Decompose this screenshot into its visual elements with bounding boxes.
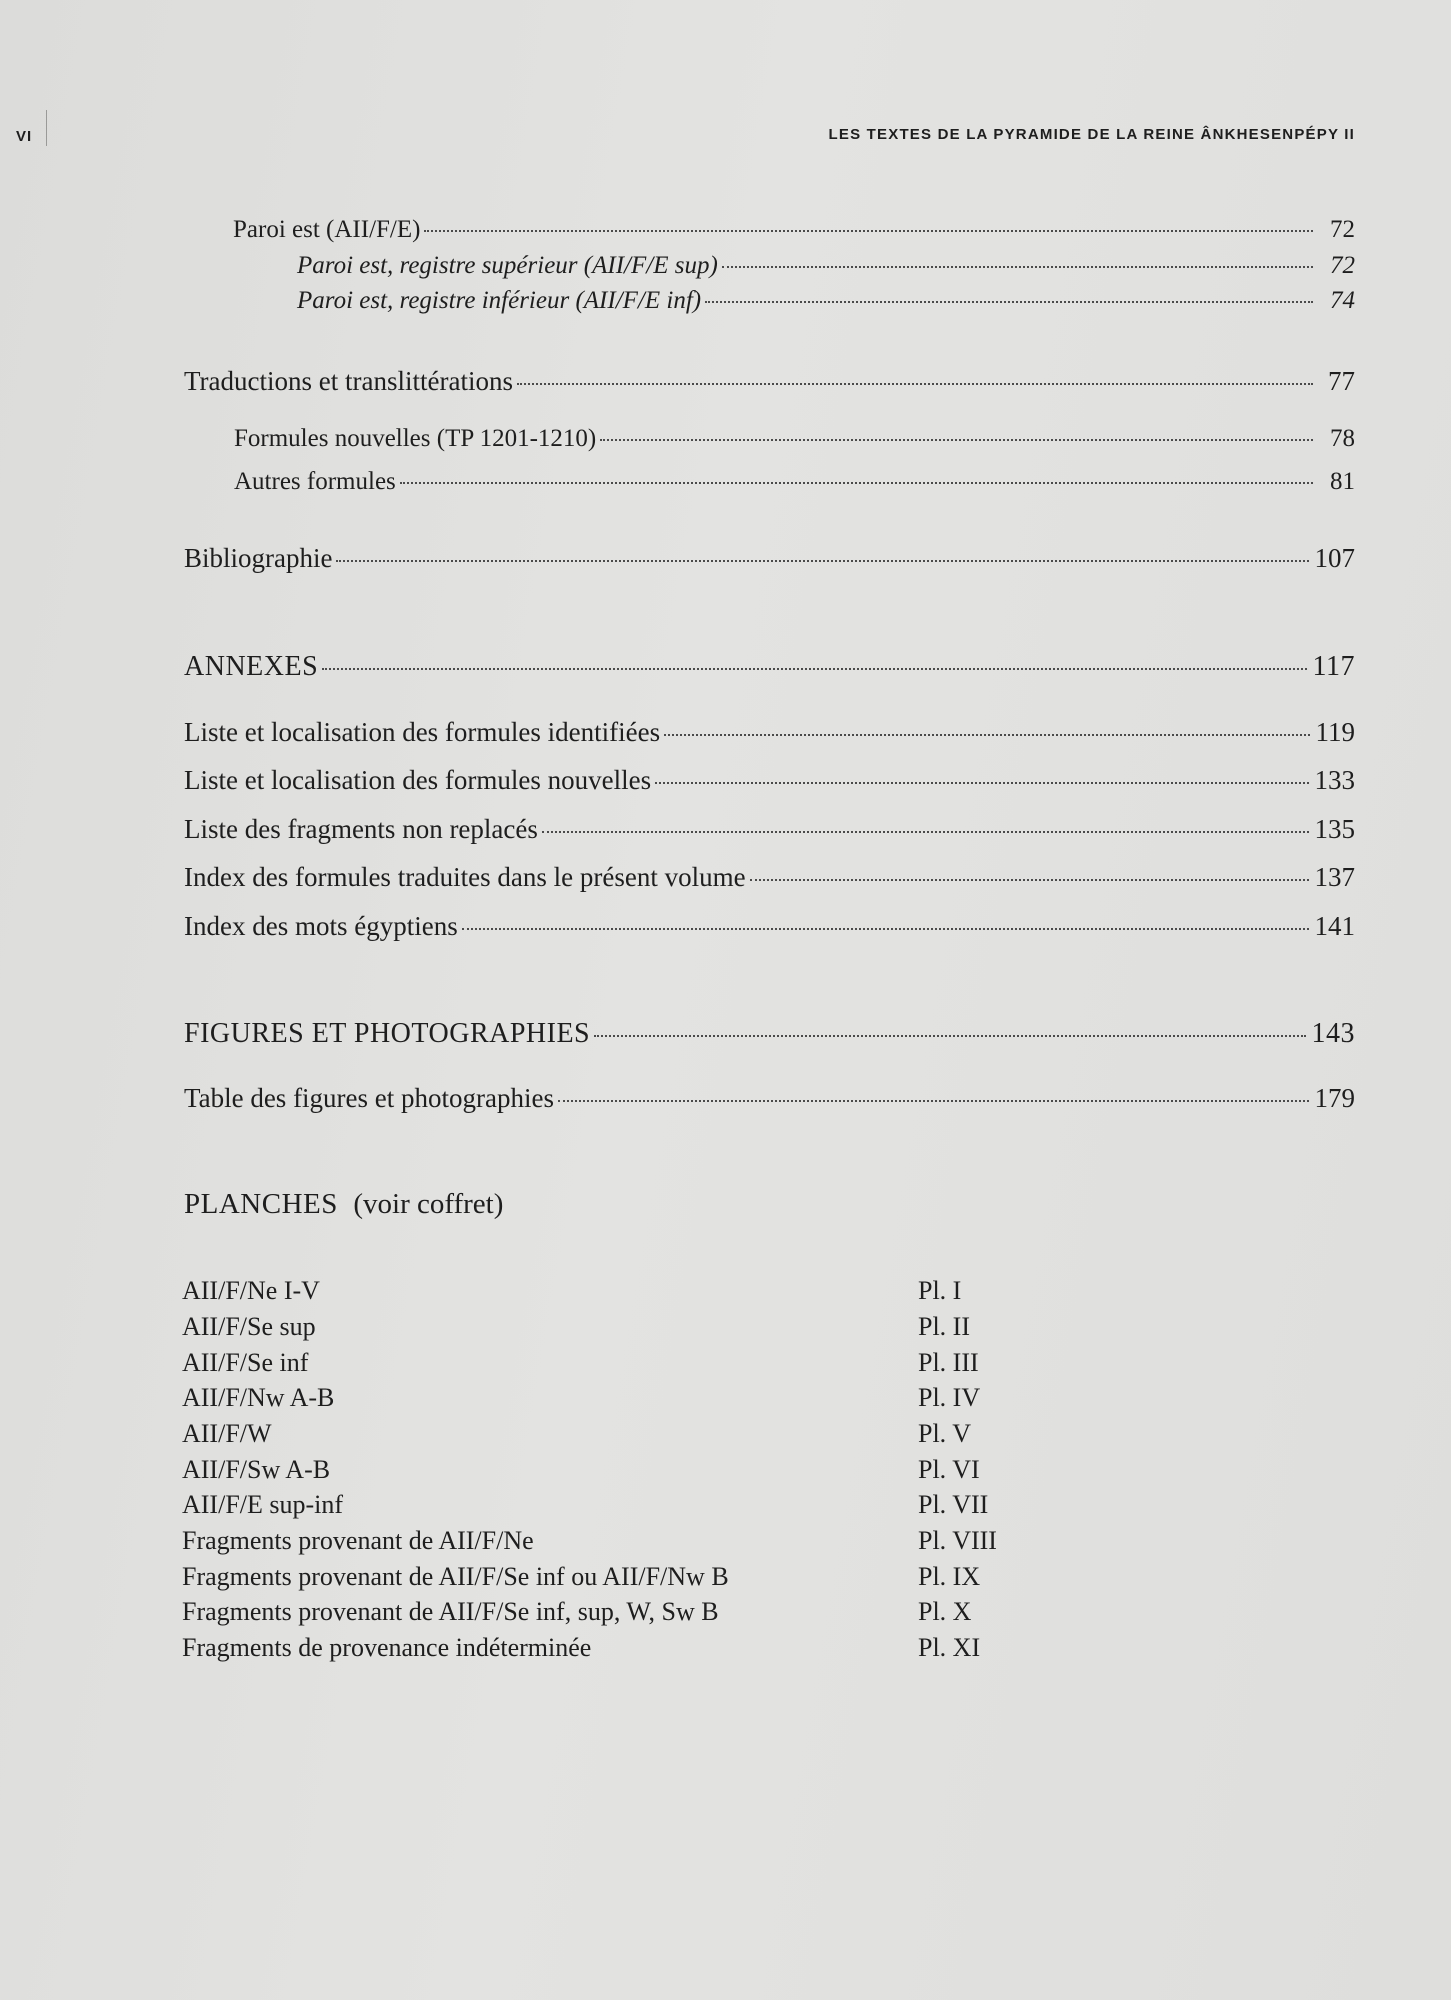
toc-entry-title: Liste des fragments non replacés <box>184 814 538 844</box>
toc-entry-title: ANNEXES <box>184 651 319 682</box>
toc-entry-title: FIGURES ET PHOTOGRAPHIES <box>184 1018 591 1049</box>
plate-label: AII/F/Se sup <box>182 1312 316 1341</box>
dot-leader <box>750 879 1309 881</box>
plates-heading <box>184 1188 503 1221</box>
toc-entry-page: 135 <box>1314 814 1355 844</box>
toc-entry <box>184 862 1355 893</box>
toc-entry-title: Bibliographie <box>184 543 333 573</box>
toc-entry-title: Autres formules <box>234 468 396 495</box>
toc-entry-page: 119 <box>1315 717 1355 747</box>
dot-leader <box>322 668 1306 670</box>
toc-entry-page: 107 <box>1314 543 1355 573</box>
plate-label: Fragments provenant de AII/F/Ne <box>182 1526 534 1555</box>
gutter-rule <box>46 110 47 146</box>
toc-entry-title: Liste et localisation des formules nouvelles <box>184 765 652 795</box>
toc-entry-page: 179 <box>1314 1083 1355 1113</box>
plate-row <box>182 1312 970 1342</box>
toc-entry-title: Paroi est (AII/F/E) <box>233 216 421 243</box>
plate-label: Fragments de provenance indéterminée <box>182 1633 592 1662</box>
plate-number: Pl. I <box>918 1276 962 1305</box>
toc-entry <box>184 543 1355 574</box>
plate-number: Pl. VII <box>918 1490 989 1519</box>
toc-entry-page: 77 <box>1328 366 1355 396</box>
plate-row <box>182 1455 980 1485</box>
dot-leader <box>655 782 1308 784</box>
toc-entry <box>184 717 1355 748</box>
dot-leader <box>462 928 1309 930</box>
plate-number: Pl. III <box>918 1348 979 1377</box>
dot-leader <box>664 734 1309 736</box>
dot-leader <box>517 383 1313 385</box>
plates-note: (voir coffret) <box>353 1188 504 1220</box>
toc-entry <box>297 252 1355 280</box>
toc-entry <box>234 468 1355 496</box>
toc-entry-page: 81 <box>1330 468 1355 495</box>
toc-entry-page: 78 <box>1330 425 1355 452</box>
plate-row <box>182 1633 981 1663</box>
plate-number: Pl. IV <box>918 1383 981 1412</box>
plate-number: Pl. VI <box>918 1455 980 1484</box>
toc-entry-title: Liste et localisation des formules identifiées <box>184 717 661 747</box>
plate-label: AII/F/Se inf <box>182 1348 309 1377</box>
plates-title: PLANCHES <box>184 1188 338 1220</box>
toc-entry-title: Traductions et translittérations <box>184 366 513 396</box>
dot-leader <box>400 482 1313 484</box>
plate-label: Fragments provenant de AII/F/Se inf, sup, W, Sw B <box>182 1597 719 1626</box>
toc-entry <box>184 651 1355 683</box>
dot-leader <box>336 560 1308 562</box>
toc-entry-page: 137 <box>1314 862 1355 892</box>
plate-label: AII/F/W <box>182 1419 272 1448</box>
toc-entry-title: Paroi est, registre inférieur (AII/F/E inf) <box>297 287 702 314</box>
toc-entry-page: 141 <box>1314 911 1355 941</box>
plate-number: Pl. X <box>918 1597 972 1626</box>
toc-entry-page: 74 <box>1330 287 1355 314</box>
plate-label: AII/F/Sw A-B <box>182 1455 331 1484</box>
dot-leader <box>558 1100 1309 1102</box>
toc-entry-page: 133 <box>1314 765 1355 795</box>
plate-row <box>182 1562 981 1592</box>
plate-label: AII/F/Nw A-B <box>182 1383 335 1412</box>
plate-label: AII/F/Ne I-V <box>182 1276 320 1305</box>
toc-entry-page: 72 <box>1330 216 1355 243</box>
plate-row <box>182 1419 971 1449</box>
plate-row <box>182 1348 979 1378</box>
plate-row <box>182 1276 962 1306</box>
plate-number: Pl. V <box>918 1419 971 1448</box>
running-title: LES TEXTES DE LA PYRAMIDE DE LA REINE ÂNKHESENPÉPY II <box>828 126 1355 143</box>
toc-entry-title: Paroi est, registre supérieur (AII/F/E sup) <box>297 252 718 279</box>
plate-label: Fragments provenant de AII/F/Se inf ou AII/F/Nw B <box>182 1562 729 1591</box>
dot-leader <box>594 1035 1305 1037</box>
dot-leader <box>542 831 1309 833</box>
plate-number: Pl. XI <box>918 1633 981 1662</box>
toc-entry-title: Table des figures et photographies <box>184 1083 554 1113</box>
toc-entry <box>184 814 1355 845</box>
toc-entry <box>184 911 1355 942</box>
plate-number: Pl. VIII <box>918 1526 997 1555</box>
toc-entry-page: 143 <box>1311 1018 1355 1049</box>
dot-leader <box>424 230 1313 232</box>
plate-number: Pl. II <box>918 1312 970 1341</box>
toc-entry <box>234 425 1355 453</box>
toc-entry <box>184 1018 1355 1050</box>
toc-entry-title: Index des formules traduites dans le présent volume <box>184 862 746 892</box>
toc-entry <box>297 287 1355 315</box>
plate-row <box>182 1526 997 1556</box>
plate-row <box>182 1597 972 1627</box>
plate-number: Pl. IX <box>918 1562 981 1591</box>
dot-leader <box>705 301 1313 303</box>
toc-entry <box>184 1083 1355 1114</box>
page-number: VI <box>16 128 33 145</box>
toc-entry-title: Index des mots égyptiens <box>184 911 458 941</box>
toc-entry <box>233 216 1355 244</box>
dot-leader <box>722 266 1313 268</box>
toc-entry-page: 72 <box>1330 252 1355 279</box>
toc-entry <box>184 765 1355 796</box>
plate-row <box>182 1490 989 1520</box>
plate-label: AII/F/E sup-inf <box>182 1490 344 1519</box>
toc-entry-title: Formules nouvelles (TP 1201-1210) <box>234 425 597 452</box>
plate-row <box>182 1383 981 1413</box>
toc-entry <box>184 366 1355 397</box>
toc-entry-page: 117 <box>1312 651 1355 682</box>
dot-leader <box>600 439 1313 441</box>
